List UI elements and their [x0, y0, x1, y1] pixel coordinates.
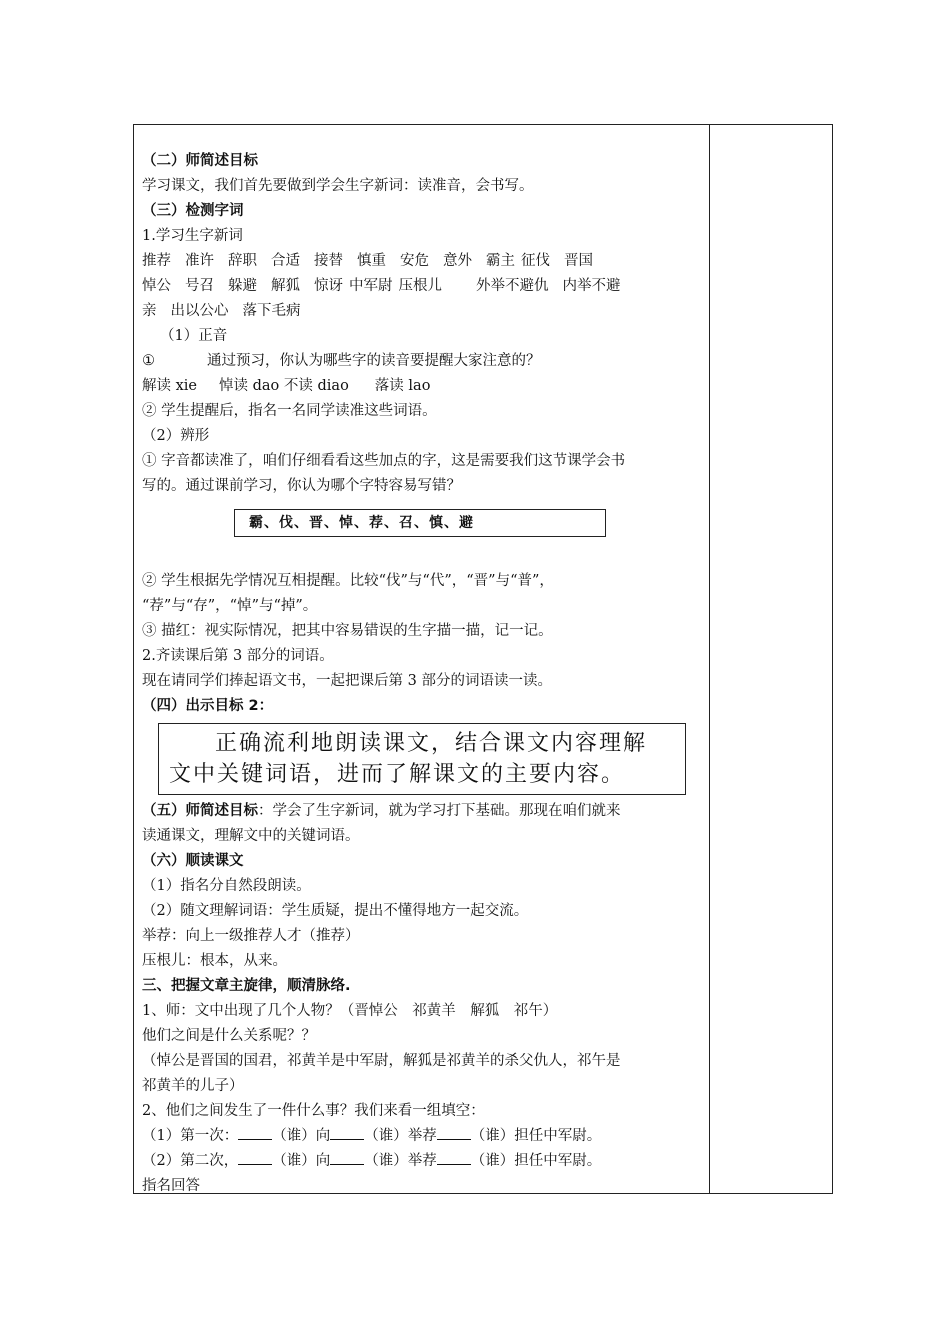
fill-text: （谁）向	[272, 1153, 331, 1169]
circled-number: ①	[142, 353, 155, 369]
compare-line1: ② 学生根据先学情况互相提醒。比较“伐”与“代”，“晋”与“普”，	[142, 573, 554, 589]
vocab-word: 征伐	[521, 253, 550, 269]
vocab-word: 内举不避	[562, 278, 621, 294]
heading-goal-2: （四）出示目标 2：	[142, 698, 274, 714]
fill-text: （谁）担任中军尉。	[470, 1153, 602, 1169]
definition-jujian: 举荐：向上一级推荐人才（推荐）	[142, 928, 360, 944]
fill-text: （谁）担任中军尉。	[470, 1128, 602, 1144]
question-shape-line1: ① 字音都读准了，咱们仔细看看这些加点的字，这是需要我们这节课学会书	[142, 453, 626, 469]
blank-field	[330, 1125, 364, 1140]
question-text: 通过预习，你认为哪些字的读音要提醒大家注意的？	[207, 353, 541, 369]
answer-relationship-line2: 祁黄羊的儿子）	[142, 1078, 244, 1094]
subheading-new-words: 1.学习生字新词	[142, 228, 243, 244]
vocab-word: 慎重	[357, 253, 386, 269]
pron-note: 悼读 dao 不读 diao	[219, 378, 349, 394]
vocab-word: 惊讶	[314, 278, 343, 294]
heading-check-words: （三）检测字词	[142, 203, 244, 219]
answer-relationship-line1: （悼公是晋国的国君，祁黄羊是中军尉，解狐是祁黄羊的杀父仇人，祁午是	[142, 1053, 621, 1069]
question-characters: 1、师：文中出现了几个人物？（晋悼公 祁黄羊 解狐 祁午）	[142, 1003, 558, 1019]
vocab-word: 亲	[142, 303, 157, 319]
vocab-word: 悼公	[142, 278, 171, 294]
goal-5-text: ：学会了生字新词，就为学习打下基础。那现在咱们就来	[258, 803, 621, 819]
label-pronunciation: （1）正音	[160, 328, 228, 344]
vocab-word: 号召	[185, 278, 214, 294]
answer-prompt: 指名回答	[142, 1178, 200, 1194]
pron-note: 落读 lao	[374, 378, 431, 394]
fill-label: （1）第一次：	[142, 1128, 239, 1144]
vocab-word: 外举不避仇	[476, 278, 549, 294]
goal-2-line2: 文中关键词语，进而了解课文的主要内容。	[169, 762, 626, 787]
vocab-word: 推荐	[142, 253, 171, 269]
vocab-word: 准许	[185, 253, 214, 269]
fill-label: （2）第二次，	[142, 1153, 239, 1169]
fill-text: （谁）举荐	[364, 1128, 437, 1144]
blank-field	[330, 1150, 364, 1165]
question-relationship: 他们之间是什么关系呢？？	[142, 1028, 316, 1044]
vocab-row-2	[142, 274, 702, 299]
vocab-word: 意外	[443, 253, 472, 269]
heading-read-text: （六）顺读课文	[142, 853, 244, 869]
definition-yagener: 压根儿：根本，从来。	[142, 953, 287, 969]
vocab-word: 合适	[271, 253, 300, 269]
vocab-word: 霸主	[486, 253, 515, 269]
fill-blank-2	[142, 1149, 702, 1174]
vocab-word: 安危	[400, 253, 429, 269]
read-step-1: （1）指名分自然段朗读。	[142, 878, 311, 894]
paragraph-read: 现在请同学们捧起语文书，一起把课后第 3 部分的词语读一读。	[142, 673, 552, 689]
paragraph-goal: 学习课文，我们首先要做到学会生字新词：读准音，会书写。	[142, 178, 534, 194]
blank-field	[238, 1125, 272, 1140]
vocab-word: 压根儿	[398, 278, 442, 294]
lesson-table	[133, 124, 833, 1194]
goal-2-line1: 正确流利地朗读课文，结合课文内容理解	[215, 731, 648, 756]
question-shape-line2: 写的。通过课前学习，你认为哪个字特容易写错？	[142, 478, 461, 494]
vocab-row-3	[142, 299, 702, 324]
fill-text: （谁）举荐	[364, 1153, 437, 1169]
step-remind: ② 学生提醒后，指名一名同学读准这些词语。	[142, 403, 437, 419]
teacher-goal-5	[142, 799, 702, 824]
compare-line2: “荐”与“存”，“悼”与“掉”。	[142, 598, 318, 614]
question-pronunciation	[142, 349, 702, 374]
goal-5-continued: 读通课文，理解文中的关键词语。	[142, 828, 360, 844]
vocab-word: 躲避	[228, 278, 257, 294]
vocab-word: 出以公心	[170, 303, 229, 319]
fill-text: （谁）向	[272, 1128, 331, 1144]
heading-goal-5: （五）师简述目标	[142, 803, 258, 819]
pronunciation-notes	[142, 374, 702, 399]
fill-blank-1	[142, 1124, 702, 1149]
vocab-word: 晋国	[564, 253, 593, 269]
label-shape: （2）辨形	[142, 428, 210, 444]
heading-teacher-goals: （二）师简述目标	[142, 153, 258, 169]
vocab-word: 接替	[314, 253, 343, 269]
section-three-heading: 三、把握文章主旋律，顺清脉络.	[142, 978, 351, 994]
question-event: 2、他们之间发生了一件什么事？我们来看一组填空：	[142, 1103, 485, 1119]
vocab-word: 解狐	[271, 278, 300, 294]
column-divider	[709, 125, 710, 1193]
vocab-word: 辞职	[228, 253, 257, 269]
characters-box: 霸、伐、晋、悼、荐、召、慎、避	[234, 509, 606, 537]
tracing-step: ③ 描红：视实际情况，把其中容易错误的生字描一描，记一记。	[142, 623, 553, 639]
blank-field	[238, 1150, 272, 1165]
blank-field	[437, 1125, 471, 1140]
vocab-row-1	[142, 249, 702, 274]
goal-2-box	[158, 723, 686, 795]
vocab-word: 落下毛病	[242, 303, 301, 319]
lesson-content	[142, 149, 702, 1199]
vocab-word: 中军尉	[349, 278, 393, 294]
blank-field	[437, 1150, 471, 1165]
pron-note: 解读 xie	[142, 378, 198, 394]
subheading-read-together: 2.齐读课后第 3 部分的词语。	[142, 648, 334, 664]
read-step-2: （2）随文理解词语：学生质疑，提出不懂得地方一起交流。	[142, 903, 529, 919]
